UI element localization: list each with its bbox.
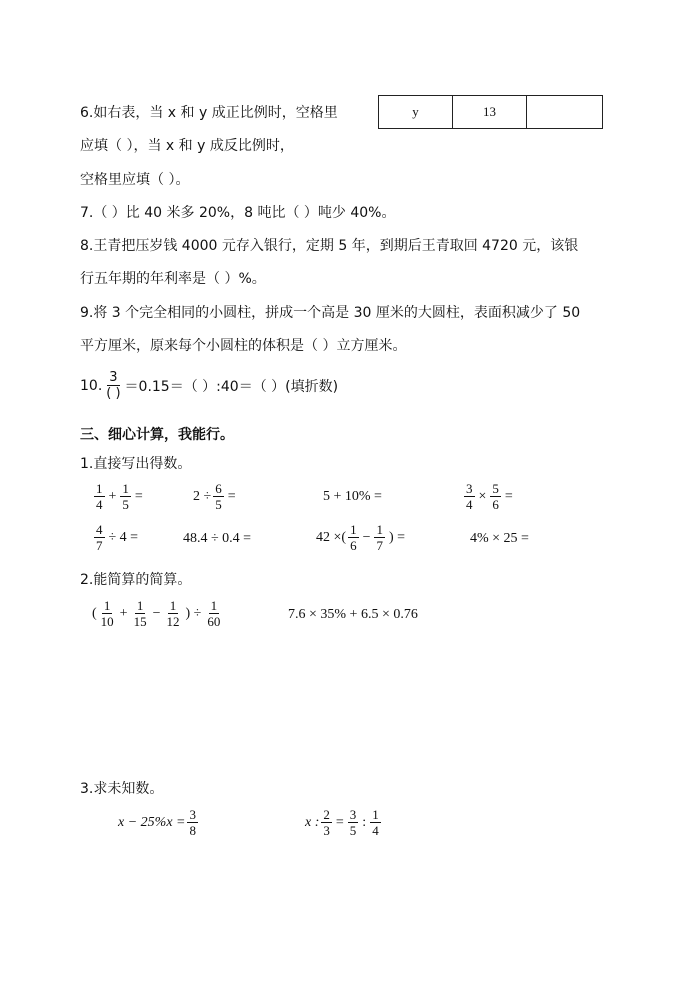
part2-title: 2.能简算的简算。 xyxy=(80,572,192,588)
p1-r1-b xyxy=(193,481,238,512)
num: 1 xyxy=(96,481,103,496)
den: 4 xyxy=(372,823,379,838)
p3-eq1 xyxy=(118,807,200,838)
q6-line2: 应填（ ），当 x 和 y 成反比例时， xyxy=(80,138,294,154)
colon: : xyxy=(362,814,367,830)
num: 3 xyxy=(189,807,196,822)
q10-rest: ＝0.15＝（ ）:40＝（ ）(填折数) xyxy=(124,378,339,395)
num: 3 xyxy=(349,807,357,822)
close-paren: ) ÷ xyxy=(185,605,202,621)
fraction xyxy=(120,481,131,512)
p1-r2-a xyxy=(92,522,140,553)
den: 7 xyxy=(96,538,103,553)
den: 6 xyxy=(492,497,499,512)
q7-text: 7.（ ）比 40 米多 20%，8 吨比（ ）吨少 40%。 xyxy=(80,205,396,221)
fraction xyxy=(321,807,332,838)
p1-r2-b xyxy=(183,531,251,547)
den: 12 xyxy=(166,614,180,629)
num: 1 xyxy=(372,807,379,822)
num: 5 xyxy=(492,481,499,496)
q6-table-label: y xyxy=(379,96,453,129)
operator: − xyxy=(362,529,371,545)
head: 2 ÷ xyxy=(193,488,212,504)
expression: 48.4 ÷ 0.4 = xyxy=(183,531,252,546)
num: 1 xyxy=(169,598,177,613)
q10-frac-den: ( ) xyxy=(106,386,121,401)
fraction xyxy=(94,522,105,553)
den: 3 xyxy=(323,823,330,838)
operator: + xyxy=(119,605,128,621)
p1-r1-a xyxy=(92,481,145,512)
part1-title: 1.直接写出得数。 xyxy=(80,456,192,472)
fraction xyxy=(99,598,116,629)
fraction xyxy=(213,481,224,512)
p3-eq2 xyxy=(305,807,383,838)
head: x : xyxy=(305,814,320,830)
q10-fraction xyxy=(104,370,122,401)
equals: ) = xyxy=(388,529,406,545)
p1-r2-c xyxy=(316,522,407,553)
head: 42 ×( xyxy=(316,529,347,545)
expression: 7.6 × 35% + 6.5 × 0.76 xyxy=(288,607,418,622)
den: 7 xyxy=(376,538,383,553)
q10-line xyxy=(80,370,338,401)
q6-table-value: 13 xyxy=(453,96,527,129)
left-side: x − 25%x = xyxy=(118,814,186,830)
p1-r1-d xyxy=(462,481,515,512)
expression: 4% × 25 = xyxy=(470,531,529,546)
expression-tail: ÷ 4 = xyxy=(108,529,139,545)
fraction xyxy=(348,807,359,838)
q9-line1: 9.将 3 个完全相同的小圆柱，拼成一个高是 30 厘米的大圆柱，表面积减少了 50 xyxy=(80,305,581,321)
num: 3 xyxy=(466,481,473,496)
fraction xyxy=(490,481,501,512)
open-paren: ( xyxy=(92,605,97,621)
num: 1 xyxy=(350,522,357,537)
q10-frac-num: 3 xyxy=(109,370,118,385)
equals: = xyxy=(335,814,344,830)
fraction xyxy=(348,522,359,553)
den: 5 xyxy=(349,823,357,838)
num: 1 xyxy=(376,522,383,537)
fraction xyxy=(132,598,149,629)
fraction xyxy=(205,598,222,629)
equals: = xyxy=(227,488,236,504)
fraction xyxy=(94,481,105,512)
q8-line1: 8.王青把压岁钱 4000 元存入银行，定期 5 年，到期后王青取回 4720 元，该银 xyxy=(80,238,579,254)
den: 5 xyxy=(122,497,129,512)
den: 4 xyxy=(96,497,103,512)
num: 2 xyxy=(323,807,330,822)
den: 10 xyxy=(100,614,114,629)
den: 4 xyxy=(466,497,473,512)
fraction xyxy=(187,807,198,838)
p2-expr2 xyxy=(288,607,418,623)
equals: = xyxy=(134,488,143,504)
num: 1 xyxy=(210,598,218,613)
part3-title: 3.求未知数。 xyxy=(80,781,164,797)
operator: + xyxy=(108,488,117,504)
q8-line2: 行五年期的年利率是（ ）%。 xyxy=(80,271,266,287)
fraction xyxy=(464,481,475,512)
expression: 5 + 10% = xyxy=(323,489,382,504)
operator: × xyxy=(478,488,487,504)
fraction xyxy=(370,807,381,838)
num: 4 xyxy=(96,522,103,537)
den: 15 xyxy=(133,614,147,629)
q6-table-blank[interactable] xyxy=(527,96,603,129)
q6-table xyxy=(378,95,603,129)
fraction xyxy=(374,522,385,553)
q9-line2: 平方厘米，原来每个小圆柱的体积是（ ）立方厘米。 xyxy=(80,338,407,354)
den: 6 xyxy=(350,538,357,553)
p2-expr1 xyxy=(92,598,224,629)
p1-r2-d xyxy=(470,531,529,547)
num: 1 xyxy=(136,598,144,613)
num: 6 xyxy=(215,481,222,496)
section3-title: 三、细心计算，我能行。 xyxy=(80,427,234,443)
p1-r1-c xyxy=(323,489,382,505)
den: 5 xyxy=(215,497,222,512)
den: 8 xyxy=(189,823,196,838)
q10-prefix: 10. xyxy=(80,377,103,394)
q6-line1: 6.如右表，当 x 和 y 成正比例时，空格里 xyxy=(80,105,338,121)
num: 1 xyxy=(103,598,111,613)
den: 60 xyxy=(207,614,221,629)
num: 1 xyxy=(122,481,129,496)
equals: = xyxy=(504,488,513,504)
q6-line3: 空格里应填（ ）。 xyxy=(80,172,190,188)
fraction xyxy=(164,598,181,629)
operator: − xyxy=(152,605,161,621)
